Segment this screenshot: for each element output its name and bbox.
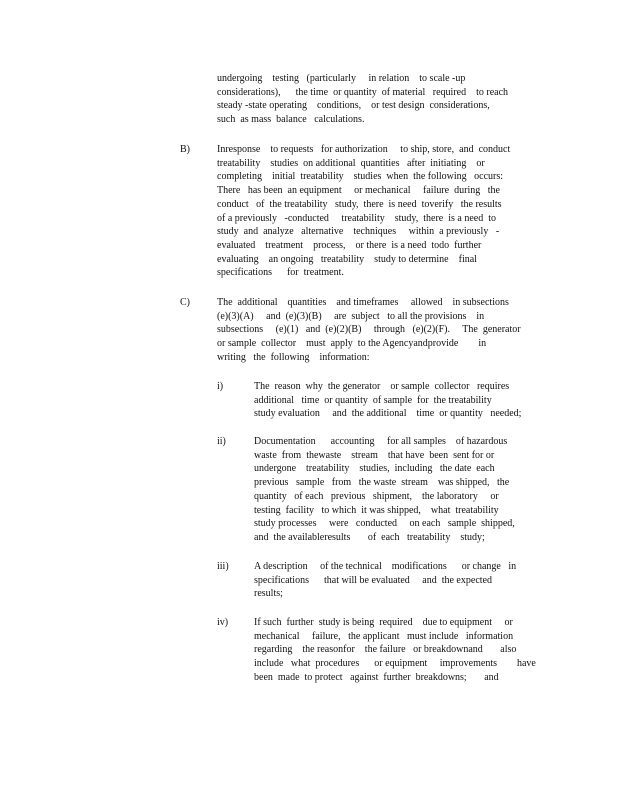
text-line: mechanical failure, the applicant must include information: [254, 630, 514, 642]
text-line: regarding the reasonfor the failure or breakdownand also: [254, 644, 517, 656]
text-line: results;: [254, 588, 283, 600]
text-line: and the availableresults of each treatability study;: [254, 531, 485, 543]
text-line: Inresponse to requests for authorization to ship, store, and conduct: [217, 144, 511, 155]
text-line: writing the following information:: [217, 351, 370, 363]
text-line: study evaluation and the additional time or quantity needed;: [254, 408, 522, 420]
text-line: or sample collector must apply to the Agencyandprovide in: [217, 338, 487, 350]
text-line: subsections (e)(1) and (e)(2)(B) through (e)(2)(F). The generator: [217, 324, 521, 336]
subitem-iv-marker: iv): [217, 617, 229, 628]
text-line: undergoing testing (particularly in relation to scale -up: [217, 73, 466, 84]
subitem-ii-marker: ii): [217, 436, 226, 447]
text-line: Documentation accounting for all samples of hazardous: [254, 436, 508, 447]
text-line: study and analyze alternative techniques within a previously -: [217, 226, 500, 238]
subitem-i-marker: i): [217, 381, 224, 392]
text-line: If such further study is being required due to equipment or: [254, 617, 513, 628]
text-line: evaluated treatment process, or there is a need todo further: [217, 239, 482, 251]
text-line: specifications that will be evaluated and the expected: [254, 574, 492, 586]
text-line: The reason why the generator or sample collector requires: [254, 381, 510, 392]
text-line: such as mass balance calculations.: [217, 114, 365, 126]
text-line: testing facility to which it was shipped, what treatability: [254, 504, 499, 516]
text-line: (e)(3)(A) and (e)(3)(B) are subject to all the provisions in: [217, 310, 485, 322]
text-line: treatability studies on additional quantities after initiating or: [217, 157, 485, 169]
subitem-iii-paragraph: [254, 560, 516, 601]
text-line: include what procedures or equipment improvements have: [254, 658, 536, 670]
subitem-i-paragraph: [254, 380, 521, 421]
subitem-iii-marker: iii): [217, 561, 229, 572]
text-line: study processes were conducted on each sample shipped,: [254, 518, 515, 530]
text-line: quantity of each previous shipment, the laboratory or: [254, 490, 499, 502]
text-line: There has been an equipment or mechanical failure during the: [217, 185, 500, 197]
text-line: undergone treatability studies, including the date each: [254, 463, 495, 475]
text-line: specifications for treatment.: [217, 267, 344, 279]
text-line: conduct of the treatability study, there is need toverify the results: [217, 198, 502, 210]
continuation-paragraph: [217, 72, 508, 127]
text-line: waste from thewaste stream that have been sent for or: [254, 449, 495, 461]
text-line: been made to protect against further breakdowns; and: [254, 671, 499, 683]
text-line: The additional quantities and timeframes allowed in subsections: [217, 297, 509, 308]
item-c-paragraph: [217, 296, 521, 365]
item-b-marker: B): [180, 144, 190, 155]
subitem-ii-paragraph: [254, 435, 515, 545]
text-line: considerations), the time or quantity of material required to reach: [217, 86, 509, 98]
text-line: additional time or quantity of sample for the treatability: [254, 394, 492, 406]
subitem-iv-paragraph: [254, 616, 536, 685]
text-line: steady -state operating conditions, or test design considerations,: [217, 100, 490, 112]
text-line: previous sample from the waste stream was shipped, the: [254, 477, 510, 489]
text-line: completing initial treatability studies when the following occurs:: [217, 171, 504, 183]
item-c-marker: C): [180, 297, 190, 308]
item-b-paragraph: [217, 143, 510, 280]
text-line: evaluating an ongoing treatability study to determine final: [217, 253, 477, 265]
text-line: A description of the technical modifications or change in: [254, 561, 517, 572]
text-line: of a previously -conducted treatability study, there is a need to: [217, 212, 496, 224]
